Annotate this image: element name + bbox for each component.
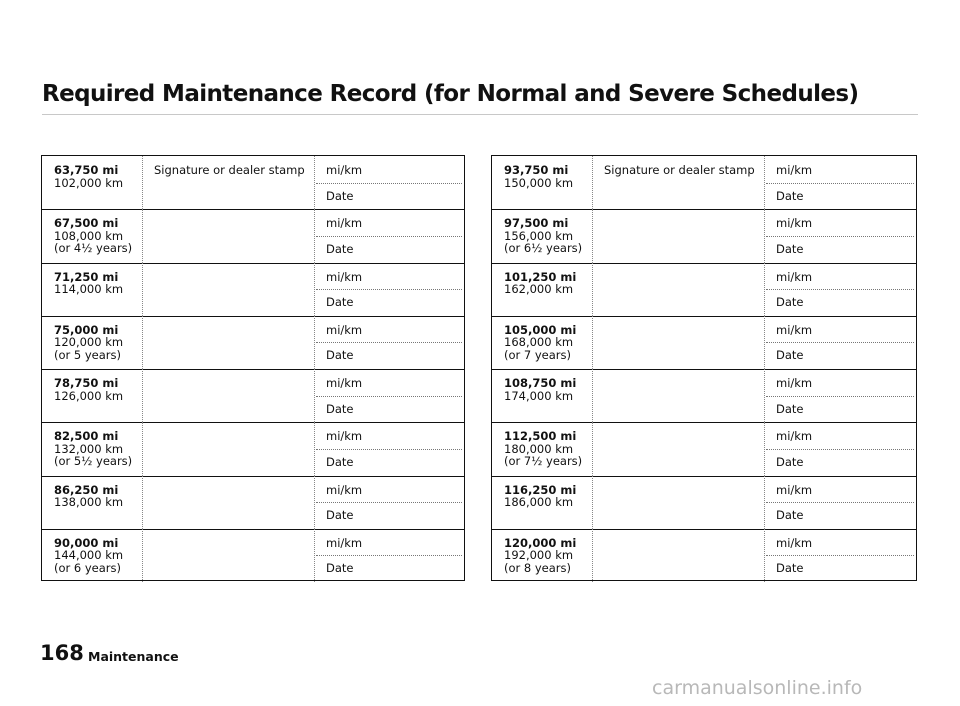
mileage-miles: 116,250 mi	[504, 482, 577, 497]
date-entry-label: Date	[776, 508, 804, 523]
watermark: carmanualsonline.info	[652, 677, 863, 699]
entry-divider	[316, 449, 462, 450]
mileage-entry-label: mi/km	[326, 322, 363, 337]
table-row	[42, 476, 464, 530]
mileage-km: 108,000 km	[54, 228, 124, 243]
stamp-column-header: Signature or dealer stamp	[154, 163, 305, 177]
column-divider	[314, 156, 315, 209]
column-divider	[764, 369, 765, 422]
mileage-cell	[504, 484, 576, 509]
mileage-miles: 63,750 mi	[54, 163, 119, 177]
table-row	[492, 529, 916, 582]
mileage-km: 186,000 km	[504, 495, 574, 509]
mileage-entry-label: mi/km	[326, 216, 363, 231]
maintenance-record-table-left	[41, 155, 465, 581]
mileage-miles: 112,500 mi	[504, 429, 577, 444]
mileage-km: 144,000 km	[54, 548, 124, 563]
section-label: Maintenance	[88, 649, 179, 664]
table-row	[42, 422, 464, 476]
page-title: Required Maintenance Record (for Normal and Severe Schedules)	[42, 81, 859, 107]
dealer-stamp-area	[142, 422, 314, 475]
mileage-km: 192,000 km	[504, 548, 574, 563]
table-row	[492, 263, 916, 317]
column-divider	[314, 263, 315, 316]
column-divider	[314, 422, 315, 475]
table-row	[492, 316, 916, 370]
mileage-years: (or 6½ years)	[504, 241, 583, 256]
dealer-stamp-area	[592, 476, 764, 529]
page-number: 168	[40, 641, 84, 665]
column-divider	[764, 316, 765, 369]
entry-divider	[316, 289, 462, 290]
column-divider	[314, 476, 315, 529]
dealer-stamp-area	[142, 369, 314, 422]
date-entry-label: Date	[776, 348, 804, 363]
mileage-cell	[504, 377, 576, 402]
entry-divider	[316, 342, 462, 343]
table-row	[42, 369, 464, 423]
column-divider	[314, 529, 315, 582]
table-row	[492, 209, 916, 263]
column-divider	[764, 529, 765, 582]
dealer-stamp-area	[592, 529, 764, 582]
mileage-km: 120,000 km	[54, 335, 124, 350]
column-divider	[764, 156, 765, 209]
entry-divider	[316, 236, 462, 237]
mileage-entry-label: mi/km	[326, 163, 363, 177]
date-entry-label: Date	[326, 295, 354, 310]
mileage-km: 138,000 km	[54, 495, 124, 509]
table-row	[492, 422, 916, 476]
dealer-stamp-area	[592, 316, 764, 369]
date-entry-label: Date	[326, 561, 354, 576]
dealer-stamp-area	[592, 263, 764, 316]
stamp-column-header: Signature or dealer stamp	[604, 163, 755, 177]
column-divider	[592, 422, 593, 475]
mileage-miles: 82,500 mi	[54, 429, 119, 444]
mileage-entry-label: mi/km	[776, 269, 813, 284]
mileage-miles: 105,000 mi	[504, 322, 577, 337]
dealer-stamp-area	[592, 369, 764, 422]
mileage-years: (or 8 years)	[504, 560, 572, 575]
column-divider	[592, 316, 593, 369]
date-entry-label: Date	[326, 401, 354, 416]
dealer-stamp-area	[142, 529, 314, 582]
table-row	[42, 263, 464, 317]
mileage-miles: 97,500 mi	[504, 216, 569, 231]
mileage-km: 174,000 km	[504, 388, 574, 403]
mileage-entry-label: mi/km	[326, 535, 363, 550]
date-entry-label: Date	[776, 188, 804, 203]
mileage-miles: 90,000 mi	[54, 535, 119, 550]
mileage-cell	[54, 164, 123, 189]
mileage-entry-label: mi/km	[776, 535, 813, 550]
mileage-miles: 67,500 mi	[54, 216, 119, 231]
entry-divider	[766, 236, 914, 237]
column-divider	[142, 476, 143, 529]
date-entry-label: Date	[776, 561, 804, 576]
dealer-stamp-area	[142, 263, 314, 316]
column-divider	[592, 476, 593, 529]
mileage-miles: 108,750 mi	[504, 376, 577, 390]
mileage-years: (or 6 years)	[54, 560, 122, 575]
column-divider	[764, 209, 765, 262]
mileage-cell	[504, 537, 576, 575]
mileage-miles: 75,000 mi	[54, 322, 119, 337]
mileage-km: 114,000 km	[54, 282, 124, 296]
entry-divider	[766, 342, 914, 343]
column-divider	[314, 209, 315, 262]
mileage-cell	[54, 217, 132, 255]
mileage-cell	[54, 430, 132, 468]
column-divider	[592, 209, 593, 262]
column-divider	[764, 476, 765, 529]
date-entry-label: Date	[776, 454, 804, 469]
column-divider	[592, 156, 593, 209]
mileage-years: (or 7½ years)	[504, 454, 583, 469]
column-divider	[314, 316, 315, 369]
column-divider	[764, 263, 765, 316]
mileage-entry-label: mi/km	[776, 163, 813, 177]
date-entry-label: Date	[326, 454, 354, 469]
date-entry-label: Date	[326, 188, 354, 203]
column-divider	[764, 422, 765, 475]
entry-divider	[766, 183, 914, 184]
mileage-miles: 120,000 mi	[504, 535, 577, 550]
entry-divider	[316, 502, 462, 503]
column-divider	[142, 422, 143, 475]
maintenance-record-table-right	[491, 155, 917, 581]
mileage-entry-label: mi/km	[326, 269, 363, 284]
table-row	[42, 156, 464, 210]
mileage-cell	[54, 271, 123, 296]
mileage-cell	[54, 377, 123, 402]
entry-divider	[766, 555, 914, 556]
mileage-miles: 93,750 mi	[504, 163, 569, 177]
column-divider	[142, 529, 143, 582]
mileage-cell	[504, 324, 576, 362]
dealer-stamp-area	[592, 209, 764, 262]
table-row	[492, 476, 916, 530]
mileage-cell	[54, 484, 123, 509]
mileage-entry-label: mi/km	[326, 376, 363, 390]
mileage-entry-label: mi/km	[776, 429, 813, 444]
date-entry-label: Date	[326, 348, 354, 363]
table-row	[42, 316, 464, 370]
mileage-miles: 71,250 mi	[54, 269, 119, 284]
entry-divider	[766, 396, 914, 397]
date-entry-label: Date	[776, 295, 804, 310]
entry-divider	[316, 183, 462, 184]
dealer-stamp-area	[142, 209, 314, 262]
column-divider	[142, 316, 143, 369]
mileage-cell	[54, 324, 123, 362]
column-divider	[314, 369, 315, 422]
mileage-cell	[54, 537, 123, 575]
entry-divider	[316, 555, 462, 556]
mileage-km: 180,000 km	[504, 441, 574, 456]
date-entry-label: Date	[326, 508, 354, 523]
date-entry-label: Date	[776, 241, 804, 256]
entry-divider	[316, 396, 462, 397]
table-row	[492, 369, 916, 423]
mileage-km: 150,000 km	[504, 175, 574, 190]
dealer-stamp-area	[142, 476, 314, 529]
mileage-miles: 86,250 mi	[54, 482, 119, 497]
entry-divider	[766, 449, 914, 450]
mileage-cell	[504, 271, 576, 296]
mileage-km: 162,000 km	[504, 282, 574, 296]
mileage-years: (or 7 years)	[504, 347, 572, 362]
mileage-km: 102,000 km	[54, 175, 124, 190]
dealer-stamp-area	[142, 316, 314, 369]
table-row	[42, 529, 464, 582]
mileage-years: (or 5 years)	[54, 347, 122, 362]
mileage-entry-label: mi/km	[776, 322, 813, 337]
mileage-miles: 78,750 mi	[54, 376, 119, 390]
mileage-entry-label: mi/km	[326, 482, 363, 497]
mileage-entry-label: mi/km	[776, 482, 813, 497]
mileage-km: 156,000 km	[504, 228, 574, 243]
mileage-entry-label: mi/km	[776, 376, 813, 390]
mileage-cell	[504, 164, 573, 189]
mileage-years: (or 4½ years)	[54, 241, 133, 256]
mileage-entry-label: mi/km	[326, 429, 363, 444]
column-divider	[592, 263, 593, 316]
entry-divider	[766, 502, 914, 503]
table-row	[492, 156, 916, 210]
column-divider	[142, 209, 143, 262]
mileage-cell	[504, 217, 582, 255]
entry-divider	[766, 289, 914, 290]
table-row	[42, 209, 464, 263]
mileage-cell	[504, 430, 582, 468]
column-divider	[142, 263, 143, 316]
column-divider	[142, 369, 143, 422]
mileage-miles: 101,250 mi	[504, 269, 577, 284]
mileage-entry-label: mi/km	[776, 216, 813, 231]
column-divider	[592, 369, 593, 422]
column-divider	[592, 529, 593, 582]
column-divider	[142, 156, 143, 209]
dealer-stamp-area	[592, 422, 764, 475]
date-entry-label: Date	[326, 241, 354, 256]
date-entry-label: Date	[776, 401, 804, 416]
mileage-km: 132,000 km	[54, 441, 124, 456]
title-divider	[42, 114, 918, 115]
mileage-km: 126,000 km	[54, 388, 124, 403]
mileage-years: (or 5½ years)	[54, 454, 133, 469]
mileage-km: 168,000 km	[504, 335, 574, 350]
